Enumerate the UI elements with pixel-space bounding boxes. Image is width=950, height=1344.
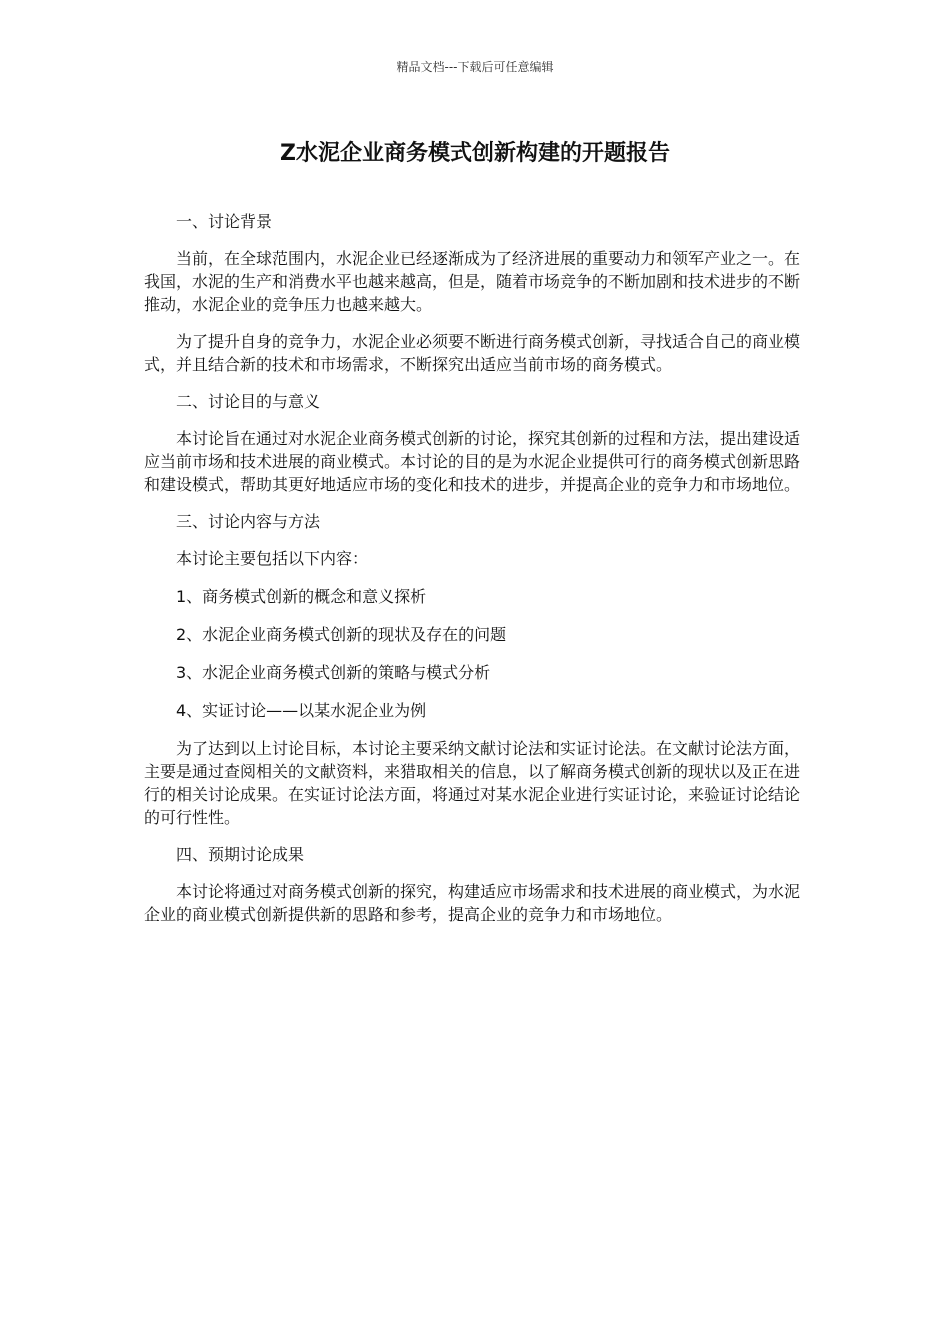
paragraph-purpose: 本讨论旨在通过对水泥企业商务模式创新的讨论，探究其创新的过程和方法，提出建设适应当前市场和技术进展的商业模式。本讨论的目的是为水泥企业提供可行的商务模式创新思路和建设模式，帮助其更好地适应市场的变化和技术的进步，并提高企业的竞争力和市场地位。 [144,429,801,494]
section-heading-purpose: 二、讨论目的与意义 [176,392,321,411]
page-header-note: 精品文档---下载后可任意编辑 [396,60,554,74]
section-heading-content-method: 三、讨论内容与方法 [176,512,321,531]
list-item-4: 4、实证讨论——以某水泥企业为例 [176,701,427,720]
paragraph-expected-results: 本讨论将通过对商务模式创新的探究，构建适应市场需求和技术进展的商业模式，为水泥企业的商业模式创新提供新的思路和参考，提高企业的竞争力和市场地位。 [144,882,801,924]
list-item-3: 3、水泥企业商务模式创新的策略与模式分析 [176,663,491,682]
section-heading-background: 一、讨论背景 [176,212,273,231]
paragraph-background-1: 当前，在全球范围内，水泥企业已经逐渐成为了经济进展的重要动力和领军产业之一。在我国，水泥的生产和消费水平也越来越高，但是，随着市场竞争的不断加剧和技术进步的不断推动，水泥企业的竞争压力也越来越大。 [144,249,801,314]
paragraph-method: 为了达到以上讨论目标，本讨论主要采纳文献讨论法和实证讨论法。在文献讨论法方面，主要是通过查阅相关的文献资料，来猎取相关的信息，以了解商务模式创新的现状以及正在进行的相关讨论成果。在实证讨论法方面，将通过对某水泥企业进行实证讨论，来验证讨论结论的可行性性。 [144,739,801,827]
section-heading-expected-results: 四、预期讨论成果 [176,845,305,864]
list-item-1: 1、商务模式创新的概念和意义探析 [176,587,427,606]
document-body [144,210,812,940]
paragraph-content-intro: 本讨论主要包括以下内容： [176,549,369,568]
paragraph-background-2: 为了提升自身的竞争力，水泥企业必须要不断进行商务模式创新，寻找适合自己的商业模式，并且结合新的技术和市场需求，不断探究出适应当前市场的商务模式。 [144,332,801,374]
list-item-2: 2、水泥企业商务模式创新的现状及存在的问题 [176,625,507,644]
document-title: Z水泥企业商务模式创新构建的开题报告 [280,141,670,166]
